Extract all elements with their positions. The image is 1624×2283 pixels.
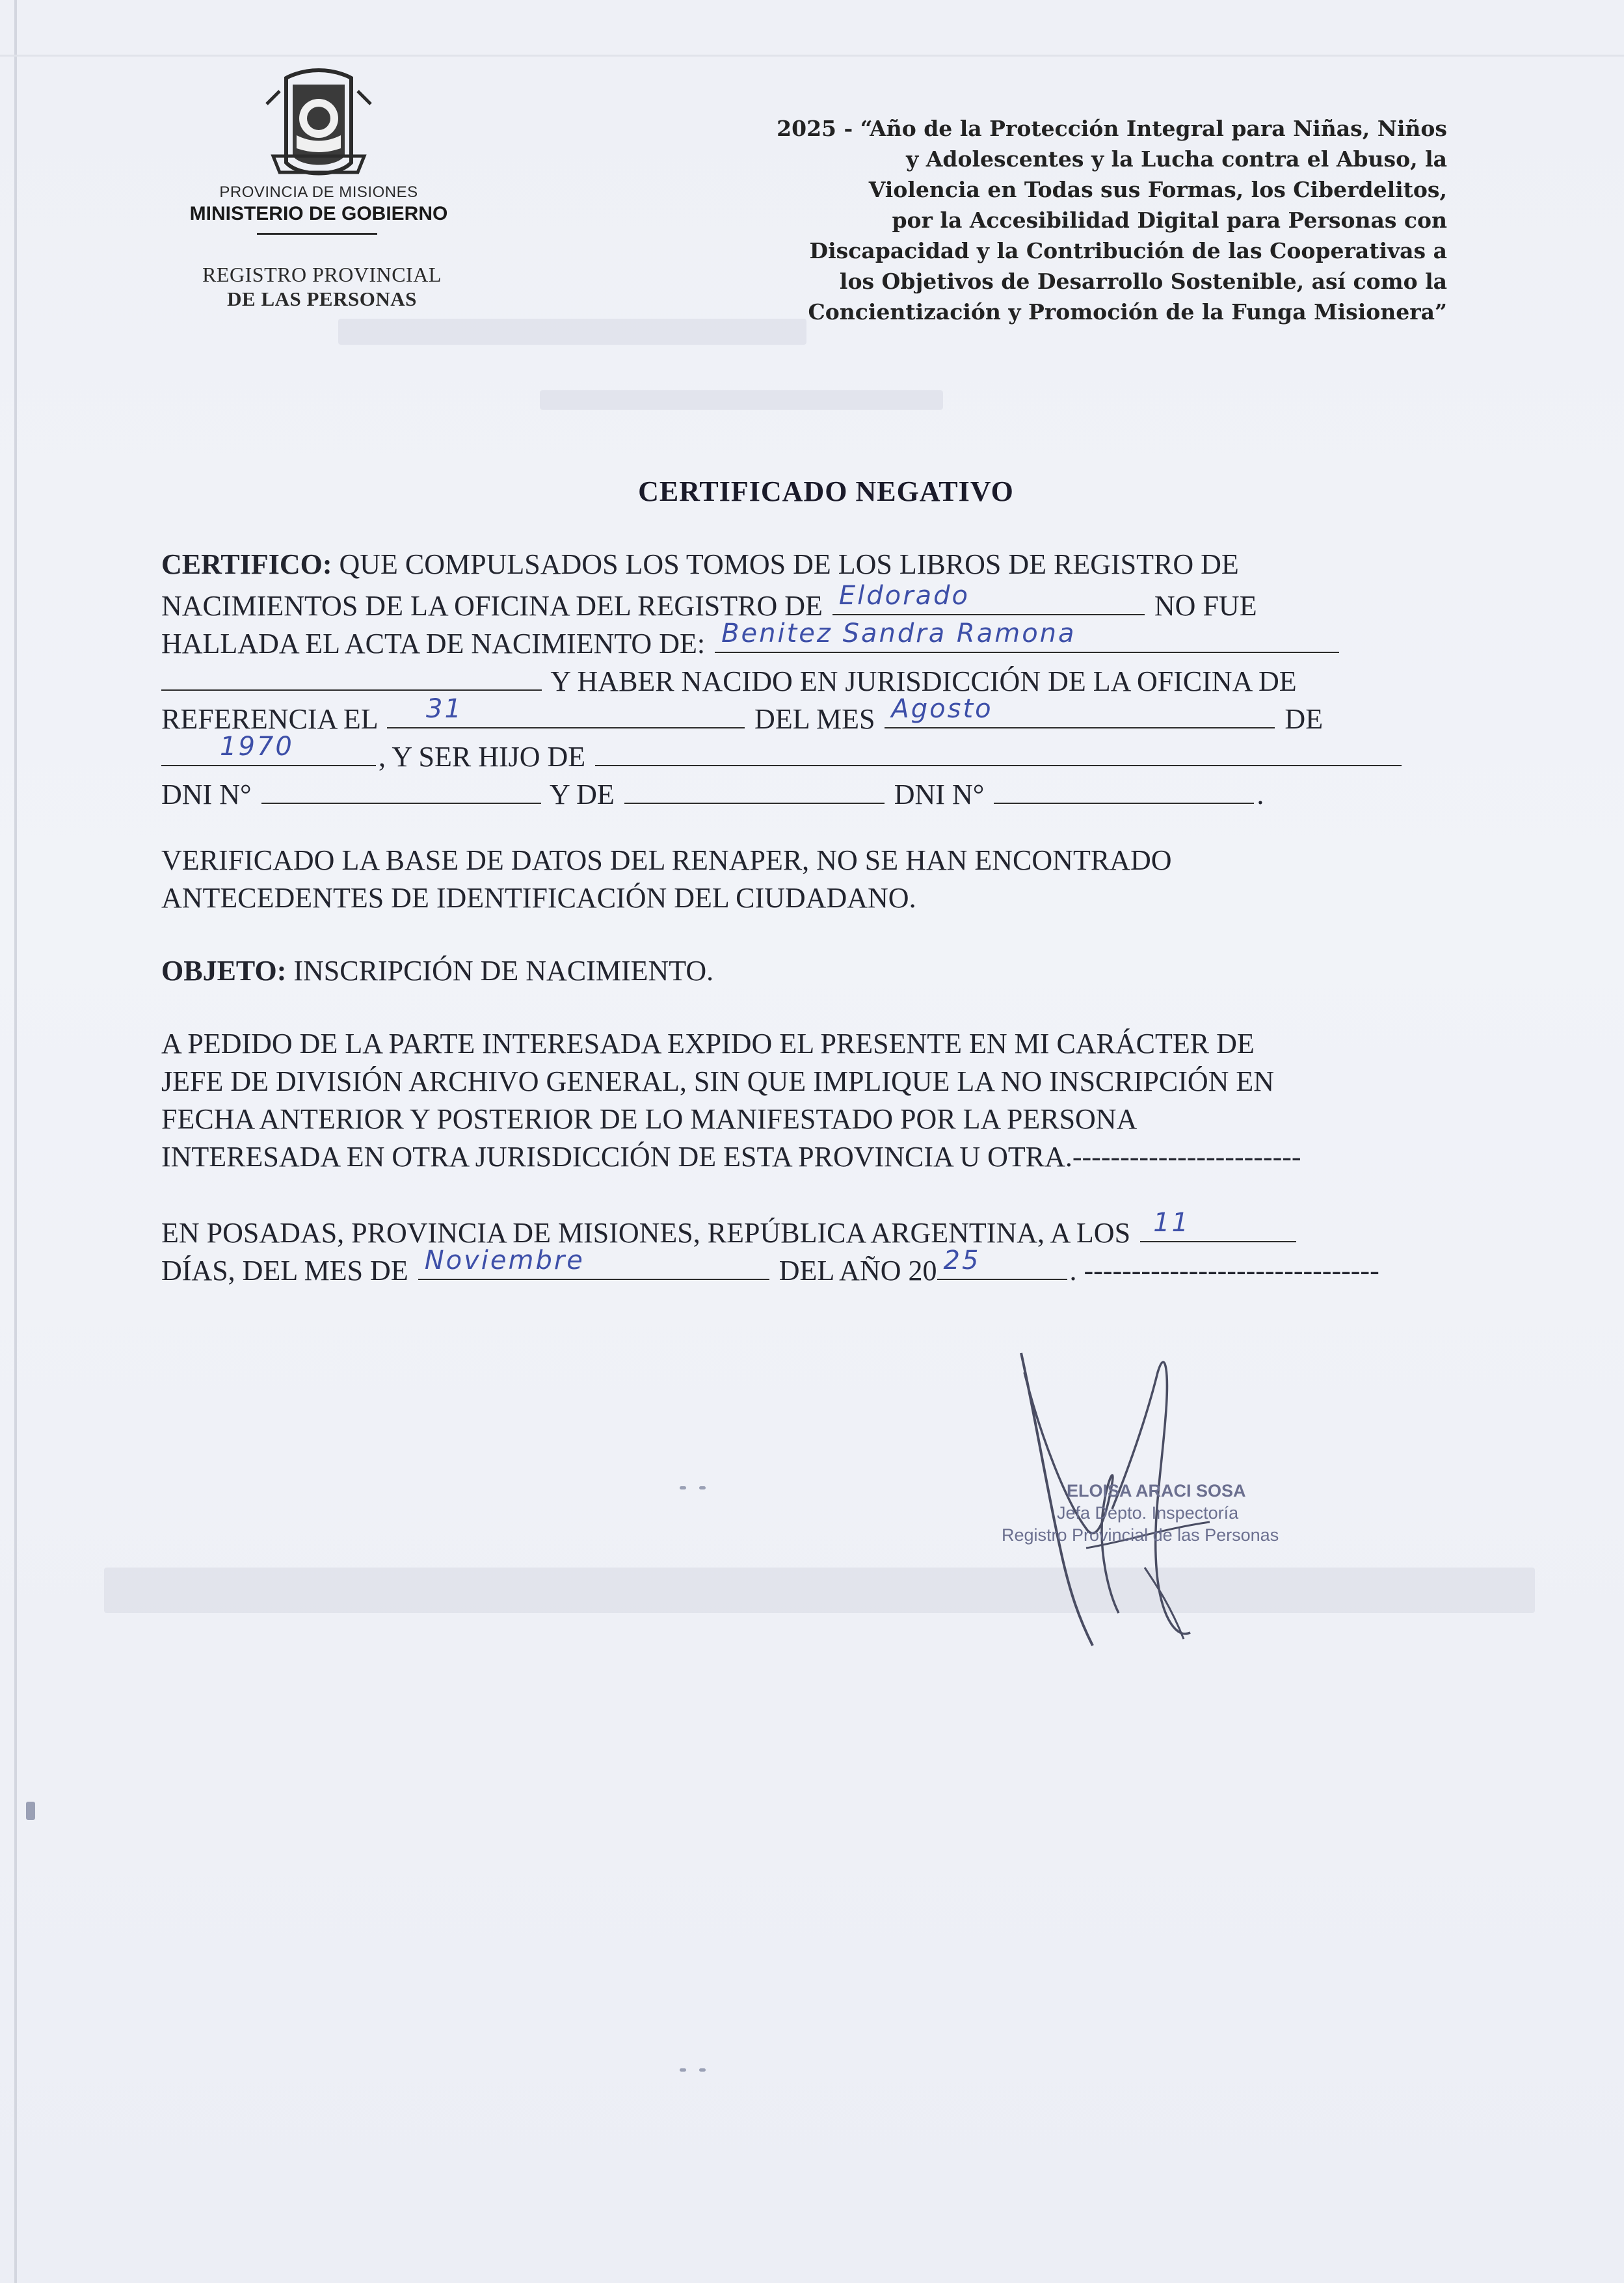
scan-speck: [680, 2068, 686, 2072]
text-line: . -------------------------------: [1069, 1255, 1379, 1287]
ministry-name: MINISTERIO DE GOBIERNO: [189, 203, 448, 224]
text-line: DE: [1285, 703, 1324, 735]
province-name: PROVINCIA DE MISIONES: [219, 183, 418, 201]
parents-field: [595, 735, 1402, 766]
document-title: CERTIFICADO NEGATIVO: [638, 475, 1014, 507]
text-line: NO FUE: [1154, 590, 1257, 622]
motto-line: por la Accesibilidad Digital para Personas con: [892, 207, 1447, 233]
issue-year-field: [937, 1246, 1067, 1280]
motto-line: Violencia en Todas sus Formas, los Ciberdelitos,: [868, 177, 1447, 202]
text-line: A PEDIDO DE LA PARTE INTERESADA EXPIDO EL PRESENTE EN MI CARÁCTER DE: [161, 1028, 1255, 1060]
issue-day-field: [1140, 1208, 1296, 1242]
mother-name-field: [624, 773, 885, 804]
handwritten-office: Eldorado: [838, 581, 970, 611]
motto-line: los Objetivos de Desarrollo Sostenible, así como la: [839, 269, 1447, 294]
handwritten-issue-day: 11: [1153, 1208, 1190, 1238]
text-line: JEFE DE DIVISIÓN ARCHIVO GENERAL, SIN QUE IMPLIQUE LA NO INSCRIPCIÓN EN: [161, 1065, 1275, 1097]
stamp-name: ELOISA ARACI SOSA: [1067, 1481, 1246, 1501]
scan-speck: [699, 2068, 706, 2072]
text-line: Y HABER NACIDO EN JURISDICCIÓN DE LA OFICINA DE: [550, 665, 1297, 697]
text-line: ANTECEDENTES DE IDENTIFICACIÓN DEL CIUDADANO.: [161, 882, 916, 914]
year-motto: [644, 113, 1447, 327]
motto-line: 2025 - “Año de la Protección Integral para Niñas, Niños: [777, 116, 1447, 141]
handwritten-issue-month: Noviembre: [424, 1246, 585, 1275]
registry-name-line1: REGISTRO PROVINCIAL: [202, 263, 442, 286]
handwritten-day: 31: [426, 694, 463, 724]
text-line: DEL AÑO 20: [779, 1255, 937, 1287]
provincial-seal-icon: [260, 65, 377, 182]
motto-line: y Adolescentes y la Lucha contra el Abuso, la: [906, 146, 1447, 172]
handwritten-issue-year: 25: [943, 1246, 981, 1275]
text-line: , Y SER HIJO DE: [379, 741, 586, 773]
text-line: EN POSADAS, PROVINCIA DE MISIONES, REPÚBLICA ARGENTINA, A LOS: [161, 1217, 1131, 1249]
official-stamp: [1002, 1480, 1320, 1546]
text-line: NACIMIENTOS DE LA OFICINA DEL REGISTRO DE: [161, 590, 823, 622]
father-dni-field: [261, 773, 541, 804]
text-line: FECHA ANTERIOR Y POSTERIOR DE LO MANIFESTADO POR LA PERSONA: [161, 1103, 1138, 1135]
scan-speck: [26, 1802, 35, 1820]
show-through: [540, 390, 943, 410]
stamp-role: Jefa Depto. Inspectoría: [1057, 1503, 1239, 1523]
day-field: [387, 694, 745, 728]
handwritten-year: 1970: [220, 732, 294, 762]
show-through: [104, 1568, 1535, 1613]
objeto-label: OBJETO:: [161, 955, 287, 987]
page-edge-top: [0, 55, 1624, 57]
handwritten-month: Agosto: [891, 694, 993, 724]
divider: [257, 233, 377, 235]
text-line: DEL MES: [754, 703, 875, 735]
scan-speck: [680, 1486, 686, 1489]
month-field: [885, 694, 1275, 728]
name-field: [715, 619, 1339, 653]
certifico-label: CERTIFICO:: [161, 548, 332, 580]
year-field: [161, 732, 376, 766]
text-line: .: [1257, 779, 1264, 810]
stamp-office: Registro Provincial de las Personas: [1002, 1525, 1279, 1545]
objeto-text: INSCRIPCIÓN DE NACIMIENTO.: [293, 955, 714, 987]
name-field-continued: [161, 660, 542, 691]
scan-speck: [699, 1486, 706, 1489]
text-line: REFERENCIA EL: [161, 703, 378, 735]
issue-month-field: [418, 1246, 769, 1280]
motto-line: Discapacidad y la Contribución de las Cooperativas a: [809, 238, 1447, 263]
text-line: QUE COMPULSADOS LOS TOMOS DE LOS LIBROS DE REGISTRO DE: [339, 548, 1239, 580]
text-line: VERIFICADO LA BASE DE DATOS DEL RENAPER, NO SE HAN ENCONTRADO: [161, 844, 1172, 876]
page-edge: [14, 0, 17, 2283]
registry-name-line2: DE LAS PERSONAS: [227, 287, 417, 310]
text-line: Y DE: [549, 779, 615, 810]
text-line: HALLADA EL ACTA DE NACIMIENTO DE:: [161, 628, 706, 660]
text-line: DÍAS, DEL MES DE: [161, 1255, 408, 1287]
office-field: [832, 581, 1145, 615]
text-line: INTERESADA EN OTRA JURISDICCIÓN DE ESTA PROVINCIA U OTRA.------------------------: [161, 1141, 1301, 1173]
text-line: DNI N°: [894, 779, 985, 810]
handwritten-name: Benitez Sandra Ramona: [721, 619, 1076, 648]
text-line: DNI N°: [161, 779, 252, 810]
mother-dni-field: [994, 773, 1254, 804]
motto-line: Concientización y Promoción de la Funga Misionera”: [808, 299, 1447, 325]
